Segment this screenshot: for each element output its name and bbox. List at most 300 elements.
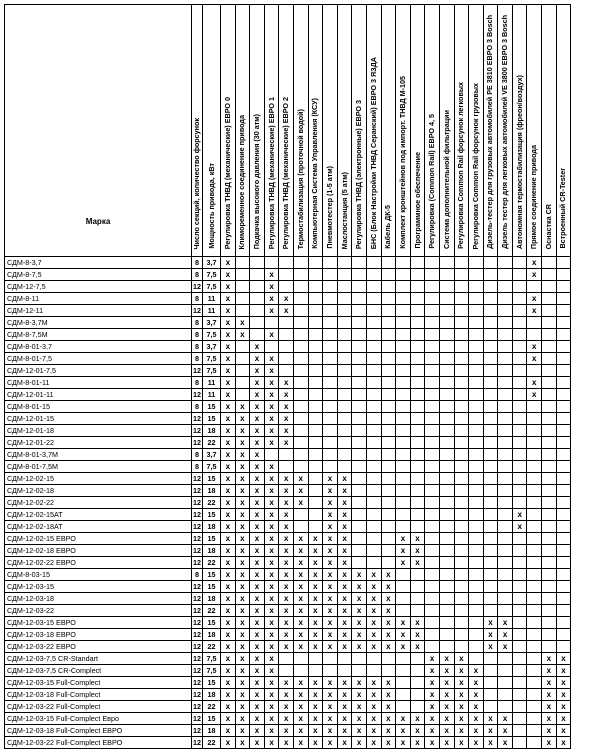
feature-mark: x	[221, 737, 236, 749]
feature-empty	[469, 269, 484, 281]
feature-empty	[396, 425, 411, 437]
feature-empty	[469, 437, 484, 449]
column-header-label: Дизель-тестер для грузовых автомобилей PE 3810 ЕВРО 3 Bosch	[485, 15, 495, 249]
feature-empty	[323, 425, 338, 437]
feature-empty	[454, 257, 469, 269]
feature-empty	[352, 509, 367, 521]
feature-mark: x	[221, 377, 236, 389]
feature-mark: x	[337, 641, 352, 653]
feature-empty	[337, 305, 352, 317]
feature-empty	[396, 317, 411, 329]
feature-empty	[381, 389, 396, 401]
feature-empty	[542, 485, 557, 497]
feature-empty	[454, 641, 469, 653]
feature-mark: x	[352, 689, 367, 701]
feature-empty	[381, 305, 396, 317]
table-row	[5, 401, 571, 413]
table-row	[5, 641, 571, 653]
feature-empty	[396, 581, 411, 593]
model-cell: СДМ-12-03-22 Full-Complect ЕВРО	[5, 737, 192, 749]
feature-empty	[512, 461, 527, 473]
feature-mark: x	[396, 641, 411, 653]
feature-empty	[425, 473, 440, 485]
feature-empty	[410, 653, 425, 665]
feature-mark: x	[221, 521, 236, 533]
feature-mark: x	[279, 737, 294, 749]
feature-empty	[469, 617, 484, 629]
table-row	[5, 689, 571, 701]
feature-empty	[381, 461, 396, 473]
feature-empty	[381, 449, 396, 461]
feature-empty	[337, 389, 352, 401]
feature-empty	[483, 449, 498, 461]
table-row	[5, 425, 571, 437]
feature-mark: x	[264, 281, 279, 293]
feature-empty	[512, 473, 527, 485]
table-row	[5, 317, 571, 329]
feature-empty	[542, 293, 557, 305]
feature-mark: x	[352, 677, 367, 689]
feature-empty	[498, 689, 513, 701]
sections-cell: 12	[193, 702, 201, 711]
feature-empty	[264, 317, 279, 329]
feature-empty	[483, 341, 498, 353]
feature-mark: x	[293, 641, 308, 653]
feature-mark: x	[264, 305, 279, 317]
feature-mark: x	[439, 713, 454, 725]
feature-empty	[483, 293, 498, 305]
feature-mark: x	[250, 557, 265, 569]
feature-mark: x	[498, 641, 513, 653]
feature-mark: x	[250, 401, 265, 413]
feature-empty	[396, 365, 411, 377]
feature-empty	[308, 509, 323, 521]
feature-mark: x	[308, 533, 323, 545]
model-cell: СДМ-8-7,5	[5, 269, 192, 281]
feature-empty	[323, 341, 338, 353]
feature-empty	[454, 389, 469, 401]
feature-empty	[279, 461, 294, 473]
feature-mark: x	[323, 593, 338, 605]
model-cell: СДМ-12-02-18	[5, 485, 192, 497]
power-cell: 7,5	[203, 353, 221, 365]
feature-empty	[293, 413, 308, 425]
feature-empty	[498, 473, 513, 485]
feature-mark: x	[235, 689, 250, 701]
sections-cell: 12	[193, 618, 201, 627]
feature-empty	[542, 605, 557, 617]
column-header	[352, 5, 367, 257]
feature-empty	[527, 641, 542, 653]
feature-empty	[381, 425, 396, 437]
feature-empty	[512, 725, 527, 737]
feature-empty	[366, 461, 381, 473]
table-row	[5, 701, 571, 713]
feature-empty	[308, 425, 323, 437]
feature-empty	[469, 449, 484, 461]
feature-empty	[250, 281, 265, 293]
feature-mark: x	[279, 509, 294, 521]
column-header	[527, 5, 542, 257]
sections-cell: 8	[192, 329, 203, 341]
feature-mark: x	[469, 689, 484, 701]
feature-empty	[279, 341, 294, 353]
feature-empty	[352, 341, 367, 353]
model-cell: СДМ-12-7,5	[5, 281, 192, 293]
feature-empty	[425, 569, 440, 581]
feature-empty	[483, 557, 498, 569]
feature-mark: x	[279, 617, 294, 629]
feature-empty	[410, 581, 425, 593]
feature-empty	[527, 425, 542, 437]
model-cell: СДМ-12-03-18	[5, 593, 192, 605]
feature-mark: x	[250, 701, 265, 713]
feature-mark: x	[235, 449, 250, 461]
table-row	[5, 569, 571, 581]
feature-empty	[527, 365, 542, 377]
feature-empty	[323, 281, 338, 293]
feature-empty	[542, 497, 557, 509]
feature-empty	[352, 545, 367, 557]
feature-empty	[469, 389, 484, 401]
feature-mark: x	[221, 473, 236, 485]
feature-mark: x	[279, 425, 294, 437]
table-row	[5, 725, 571, 737]
feature-mark: x	[264, 713, 279, 725]
sections-cell: 8	[192, 317, 203, 329]
feature-empty	[410, 569, 425, 581]
feature-mark: x	[439, 725, 454, 737]
sections-cell: 12	[193, 426, 201, 435]
feature-empty	[556, 473, 571, 485]
feature-empty	[469, 641, 484, 653]
feature-empty	[483, 605, 498, 617]
feature-mark: x	[469, 677, 484, 689]
feature-empty	[512, 449, 527, 461]
feature-empty	[396, 377, 411, 389]
model-cell: СДМ-12-03-7,5 CR-Standart	[5, 653, 192, 665]
feature-empty	[352, 485, 367, 497]
feature-mark: x	[250, 353, 265, 365]
feature-empty	[483, 677, 498, 689]
feature-empty	[542, 617, 557, 629]
feature-mark: x	[250, 617, 265, 629]
feature-empty	[366, 425, 381, 437]
feature-empty	[512, 329, 527, 341]
feature-empty	[542, 569, 557, 581]
feature-empty	[469, 401, 484, 413]
sections-cell: 12	[193, 366, 201, 375]
feature-mark: x	[337, 569, 352, 581]
feature-empty	[454, 569, 469, 581]
column-header	[483, 5, 498, 257]
feature-empty	[498, 257, 513, 269]
feature-empty	[512, 737, 527, 749]
feature-mark: x	[498, 713, 513, 725]
feature-mark: x	[279, 389, 294, 401]
feature-mark: x	[235, 725, 250, 737]
feature-mark: x	[221, 461, 236, 473]
feature-mark: x	[264, 533, 279, 545]
feature-mark: x	[235, 545, 250, 557]
feature-empty	[250, 317, 265, 329]
feature-mark: x	[337, 581, 352, 593]
feature-empty	[439, 269, 454, 281]
feature-empty	[337, 317, 352, 329]
feature-mark: x	[366, 713, 381, 725]
feature-empty	[352, 377, 367, 389]
feature-empty	[454, 341, 469, 353]
feature-mark: x	[264, 353, 279, 365]
feature-empty	[396, 689, 411, 701]
feature-mark: x	[264, 365, 279, 377]
feature-empty	[498, 329, 513, 341]
feature-mark: x	[250, 365, 265, 377]
column-header	[235, 5, 250, 257]
feature-empty	[512, 713, 527, 725]
feature-empty	[410, 677, 425, 689]
feature-empty	[498, 449, 513, 461]
feature-mark: x	[264, 461, 279, 473]
feature-mark: x	[498, 617, 513, 629]
model-cell: СДМ-12-03-15 ЕВРО	[5, 617, 192, 629]
feature-empty	[425, 437, 440, 449]
sections-cell: 8	[192, 353, 203, 365]
feature-mark: x	[279, 401, 294, 413]
feature-empty	[366, 353, 381, 365]
feature-empty	[425, 353, 440, 365]
feature-mark: x	[366, 629, 381, 641]
feature-mark: x	[264, 617, 279, 629]
feature-empty	[308, 473, 323, 485]
feature-mark: x	[337, 485, 352, 497]
feature-empty	[337, 425, 352, 437]
feature-mark: x	[323, 689, 338, 701]
feature-empty	[396, 437, 411, 449]
power-cell: 18	[203, 725, 221, 737]
feature-mark: x	[483, 713, 498, 725]
column-header-label: Термостабилизация (проточной водой)	[295, 108, 305, 249]
feature-empty	[366, 389, 381, 401]
feature-empty	[410, 497, 425, 509]
feature-mark: x	[279, 533, 294, 545]
feature-mark: x	[323, 557, 338, 569]
feature-mark: x	[264, 737, 279, 749]
feature-mark: x	[293, 617, 308, 629]
feature-empty	[425, 269, 440, 281]
power-cell: 18	[203, 689, 221, 701]
feature-empty	[542, 401, 557, 413]
model-cell: СДМ-12-03-22	[5, 605, 192, 617]
feature-mark: x	[221, 593, 236, 605]
feature-mark: x	[556, 689, 571, 701]
feature-empty	[439, 641, 454, 653]
feature-empty	[279, 329, 294, 341]
feature-empty	[542, 509, 557, 521]
feature-mark: x	[469, 737, 484, 749]
feature-empty	[439, 473, 454, 485]
power-cell: 3,7	[203, 257, 221, 269]
feature-mark: x	[308, 569, 323, 581]
power-cell: 11	[203, 389, 221, 401]
sections-cell: 12	[193, 534, 201, 543]
feature-empty	[483, 545, 498, 557]
power-cell: 3,7	[203, 449, 221, 461]
power-cell: 7,5	[203, 653, 221, 665]
feature-mark: x	[221, 557, 236, 569]
feature-mark: x	[308, 593, 323, 605]
feature-mark: x	[308, 545, 323, 557]
table-row	[5, 473, 571, 485]
feature-mark: x	[366, 737, 381, 749]
feature-empty	[279, 269, 294, 281]
model-cell: СДМ-12-01-15	[5, 413, 192, 425]
feature-empty	[483, 353, 498, 365]
feature-mark: x	[293, 737, 308, 749]
feature-empty	[512, 617, 527, 629]
feature-empty	[483, 329, 498, 341]
feature-mark: x	[293, 713, 308, 725]
feature-empty	[396, 329, 411, 341]
feature-mark: x	[235, 521, 250, 533]
table-row	[5, 629, 571, 641]
table-row	[5, 653, 571, 665]
feature-mark: x	[279, 629, 294, 641]
column-header-label: Регулировка ТНВД (электронные) ЕВРО 3	[354, 99, 364, 249]
feature-mark: x	[264, 413, 279, 425]
feature-empty	[498, 425, 513, 437]
feature-empty	[512, 641, 527, 653]
feature-empty	[337, 377, 352, 389]
feature-empty	[512, 389, 527, 401]
feature-mark: x	[381, 725, 396, 737]
feature-mark: x	[279, 557, 294, 569]
feature-mark: x	[221, 401, 236, 413]
feature-empty	[366, 449, 381, 461]
feature-empty	[483, 377, 498, 389]
feature-empty	[235, 389, 250, 401]
feature-empty	[498, 509, 513, 521]
table-row	[5, 389, 571, 401]
feature-empty	[410, 473, 425, 485]
feature-empty	[483, 581, 498, 593]
feature-mark: x	[279, 569, 294, 581]
feature-empty	[410, 377, 425, 389]
feature-empty	[366, 413, 381, 425]
table-header-row	[5, 5, 571, 257]
column-header-label: Комплект кронштейнов под импорт. ТНВД М-105	[397, 76, 407, 249]
feature-empty	[483, 257, 498, 269]
model-cell: СДМ-12-03-15 Full-Complect	[5, 677, 192, 689]
feature-mark: x	[221, 713, 236, 725]
feature-empty	[410, 593, 425, 605]
feature-empty	[396, 293, 411, 305]
feature-mark: x	[439, 653, 454, 665]
feature-mark: x	[221, 605, 236, 617]
column-header	[366, 5, 381, 257]
feature-mark: x	[250, 569, 265, 581]
feature-mark: x	[410, 533, 425, 545]
feature-mark: x	[425, 737, 440, 749]
sections-cell: 12	[193, 666, 201, 675]
power-cell: 3,7	[203, 341, 221, 353]
feature-mark: x	[352, 701, 367, 713]
feature-mark: x	[250, 449, 265, 461]
feature-mark: x	[323, 545, 338, 557]
feature-empty	[512, 545, 527, 557]
feature-empty	[410, 485, 425, 497]
feature-mark: x	[308, 737, 323, 749]
feature-empty	[366, 305, 381, 317]
model-cell: СДМ-8-03-15	[5, 569, 192, 581]
feature-mark: x	[264, 509, 279, 521]
feature-empty	[454, 521, 469, 533]
feature-mark: x	[235, 317, 250, 329]
feature-empty	[439, 533, 454, 545]
feature-mark: x	[221, 689, 236, 701]
column-header-label: Система дополнительной фильтрации	[441, 110, 451, 249]
feature-mark: x	[264, 425, 279, 437]
feature-mark: x	[323, 617, 338, 629]
feature-empty	[542, 629, 557, 641]
feature-mark: x	[264, 389, 279, 401]
feature-empty	[439, 557, 454, 569]
feature-mark: x	[293, 473, 308, 485]
column-header	[323, 5, 338, 257]
feature-empty	[454, 593, 469, 605]
feature-empty	[235, 269, 250, 281]
feature-empty	[410, 521, 425, 533]
feature-mark: x	[235, 653, 250, 665]
feature-mark: x	[235, 617, 250, 629]
feature-empty	[469, 605, 484, 617]
feature-mark: x	[381, 701, 396, 713]
table-row	[5, 413, 571, 425]
feature-empty	[264, 341, 279, 353]
feature-empty	[425, 365, 440, 377]
feature-mark: x	[250, 713, 265, 725]
feature-empty	[483, 317, 498, 329]
feature-empty	[264, 257, 279, 269]
model-cell: СДМ-12-03-22 Full-Complect	[5, 701, 192, 713]
sections-cell: 12	[193, 726, 201, 735]
feature-mark: x	[425, 701, 440, 713]
feature-mark: x	[235, 569, 250, 581]
sections-cell: 12	[193, 690, 201, 699]
feature-empty	[366, 653, 381, 665]
feature-mark: x	[279, 521, 294, 533]
column-header-label: Регулировка (Common Rail) ЕВРО 4, 5	[427, 114, 437, 249]
feature-empty	[439, 461, 454, 473]
feature-mark: x	[293, 689, 308, 701]
model-cell: СДМ-8-01-3,7М	[5, 449, 192, 461]
feature-empty	[527, 593, 542, 605]
feature-empty	[366, 401, 381, 413]
feature-empty	[527, 461, 542, 473]
column-header-label: Регулировка ТНВД (механические) ЕВРО 2	[281, 96, 291, 249]
feature-empty	[556, 329, 571, 341]
column-header-label: Регулировка ТНВД (механические) ЕВРО 0	[222, 96, 232, 249]
feature-empty	[454, 485, 469, 497]
model-cell: СДМ-12-03-15	[5, 581, 192, 593]
feature-empty	[425, 389, 440, 401]
feature-mark: x	[381, 605, 396, 617]
feature-empty	[454, 365, 469, 377]
feature-empty	[323, 437, 338, 449]
column-header-label: Регулировка Common Rail форсунок грузовых	[470, 82, 480, 249]
sections-cell: 12	[193, 630, 201, 639]
feature-mark: x	[366, 617, 381, 629]
